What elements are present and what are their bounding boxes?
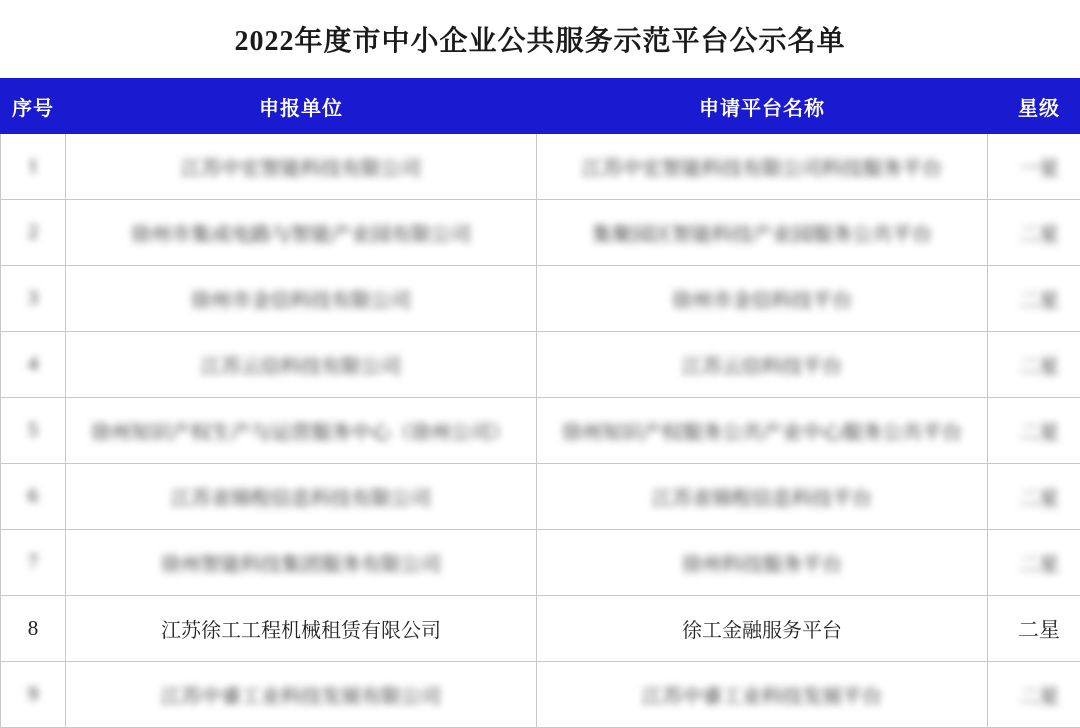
cell-star: 二星 <box>988 398 1080 464</box>
cell-platform: 徐工金融服务平台 <box>537 596 988 662</box>
cell-unit: 徐州市集成电路与智能产业园有限公司 <box>66 200 537 266</box>
cell-star: 二星 <box>988 200 1080 266</box>
cell-no: 8 <box>1 596 66 662</box>
cell-platform: 江苏中睿工业科技发展平台 <box>537 662 988 728</box>
cell-platform: 江苏中宏智能科技有限公司科技服务平台 <box>537 134 988 200</box>
publicity-list-table <box>0 78 1080 728</box>
cell-unit: 江苏省锦程信息科技有限公司 <box>66 464 537 530</box>
cell-platform: 江苏省锦程信息科技平台 <box>537 464 988 530</box>
cell-unit: 江苏中宏智能科技有限公司 <box>66 134 537 200</box>
cell-platform: 江苏云信科技平台 <box>537 332 988 398</box>
cell-star: 二星 <box>988 530 1080 596</box>
table-row <box>1 332 1080 398</box>
cell-no: 1 <box>1 134 66 200</box>
cell-star: 二星 <box>988 266 1080 332</box>
cell-unit: 江苏云信科技有限公司 <box>66 332 537 398</box>
cell-star: 二星 <box>988 332 1080 398</box>
table-row-highlighted <box>1 596 1080 662</box>
table-header <box>1 79 1080 134</box>
cell-no: 9 <box>1 662 66 728</box>
table-header-row <box>1 79 1080 134</box>
cell-no: 2 <box>1 200 66 266</box>
column-header-platform: 申请平台名称 <box>537 79 988 134</box>
table-row <box>1 200 1080 266</box>
cell-star: 二星 <box>988 596 1080 662</box>
cell-no: 4 <box>1 332 66 398</box>
cell-unit: 江苏徐工工程机械租赁有限公司 <box>66 596 537 662</box>
cell-platform: 徐州科技服务平台 <box>537 530 988 596</box>
cell-unit: 徐州智能科技集团服务有限公司 <box>66 530 537 596</box>
table-row <box>1 662 1080 728</box>
column-header-no: 序号 <box>1 79 66 134</box>
column-header-star: 星级 <box>988 79 1080 134</box>
table-body <box>1 134 1080 728</box>
cell-platform: 徐州知识产权服务公共产业中心服务公共平台 <box>537 398 988 464</box>
cell-unit: 江苏中睿工业科技发展有限公司 <box>66 662 537 728</box>
page-title: 2022年度市中小企业公共服务示范平台公示名单 <box>0 0 1080 78</box>
cell-star: 一星 <box>988 134 1080 200</box>
cell-no: 7 <box>1 530 66 596</box>
cell-no: 3 <box>1 266 66 332</box>
table-row <box>1 134 1080 200</box>
cell-no: 5 <box>1 398 66 464</box>
cell-no: 6 <box>1 464 66 530</box>
column-header-unit: 申报单位 <box>66 79 537 134</box>
cell-platform: 集聚园区智能科技产业园服务公共平台 <box>537 200 988 266</box>
table-row <box>1 464 1080 530</box>
table-row <box>1 530 1080 596</box>
cell-star: 二星 <box>988 662 1080 728</box>
cell-unit: 徐州知识产权生产与运营服务中心（徐州公司） <box>66 398 537 464</box>
table-row <box>1 266 1080 332</box>
cell-star: 二星 <box>988 464 1080 530</box>
table-row <box>1 398 1080 464</box>
cell-unit: 徐州市金信科技有限公司 <box>66 266 537 332</box>
cell-platform: 徐州市金信科技平台 <box>537 266 988 332</box>
